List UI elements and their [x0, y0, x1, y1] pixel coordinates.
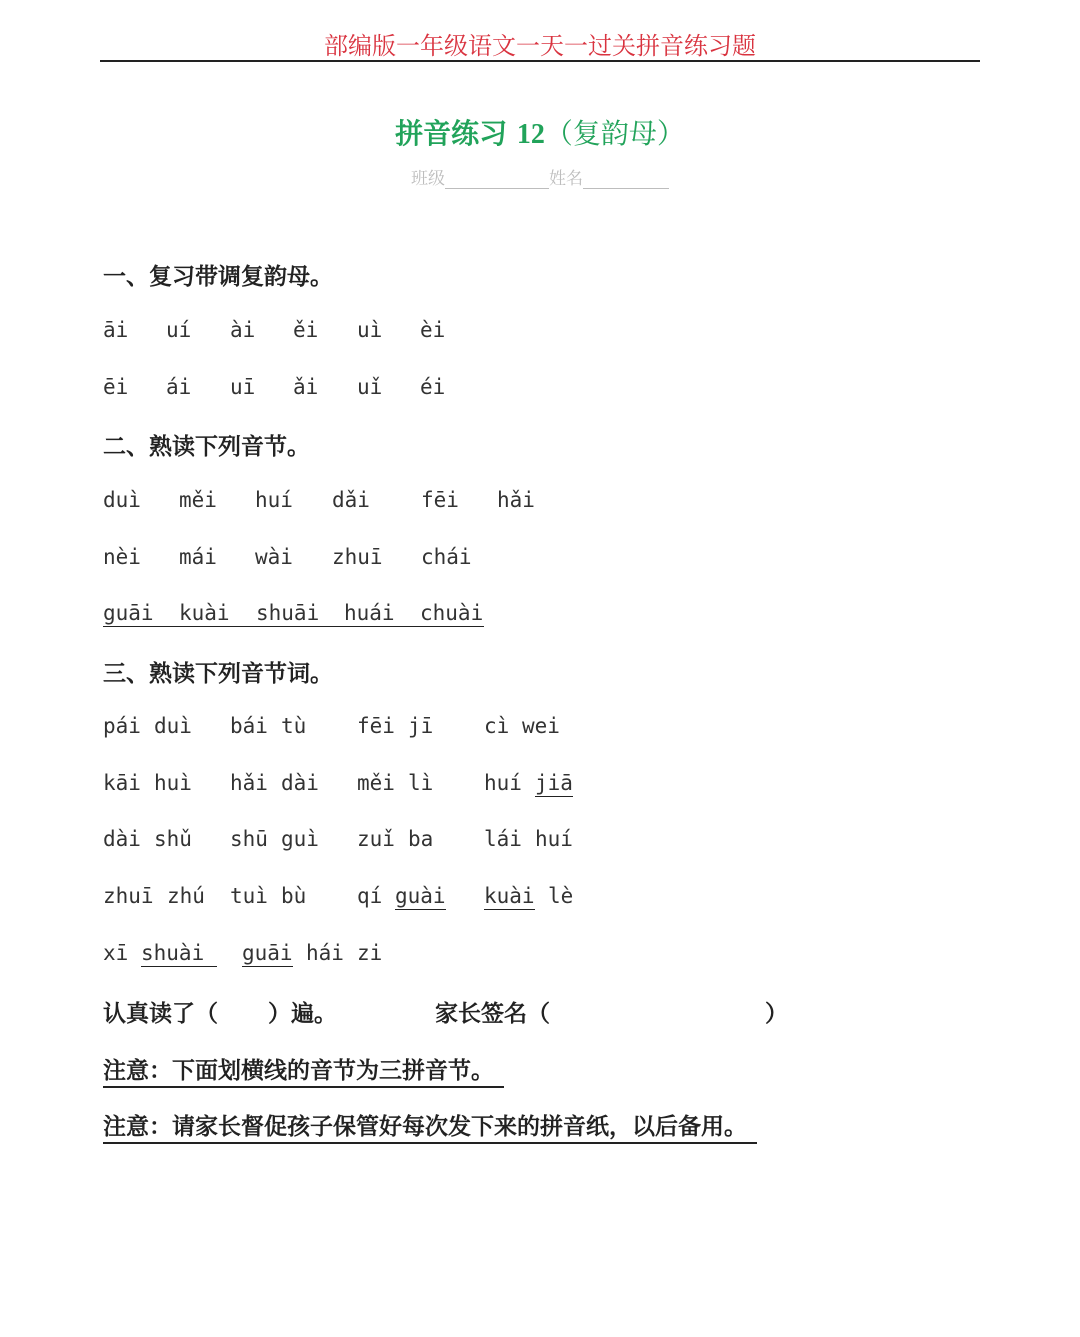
note-2-text: 注意：请家长督促孩子保管好每次发下来的拼音纸，以后备用。	[103, 1114, 757, 1144]
syllable: shuāi	[256, 601, 320, 625]
worksheet-title	[0, 112, 1080, 152]
word-syllable: zhuī	[103, 884, 154, 908]
word-syllable: lì	[408, 771, 434, 795]
word-syllable: shū	[230, 827, 268, 851]
syllable: uì	[357, 318, 383, 342]
class-blank[interactable]	[445, 170, 549, 189]
syllable: hǎi	[497, 488, 535, 512]
syllable: měi	[179, 488, 217, 512]
note-1-text: 注意：下面划横线的音节为三拼音节。	[103, 1058, 504, 1088]
word-syllable: zhú	[167, 884, 205, 908]
read-label: 认真读了（	[103, 1001, 218, 1027]
syllable: uī	[230, 375, 256, 399]
syllable: nèi	[103, 545, 141, 569]
syllable: duì	[103, 488, 141, 512]
word-syllable: bù	[281, 884, 307, 908]
name-blank[interactable]	[583, 170, 669, 189]
syllable: uí	[166, 318, 192, 342]
class-label: 班级	[411, 169, 445, 189]
syllable: wài	[255, 545, 293, 569]
section-1-heading: 一、复习带调复韵母。	[103, 264, 333, 290]
title-subtitle: （复韵母）	[544, 117, 685, 150]
signature-label: 家长签名（	[435, 1001, 550, 1027]
word-syllable: hǎi	[230, 771, 268, 795]
word-syllable: duì	[154, 714, 192, 738]
word-syllable: lè	[548, 884, 574, 908]
syllable: éi	[420, 375, 446, 399]
section-3-heading: 三、熟读下列音节词。	[103, 661, 333, 687]
syllable: ěi	[293, 318, 319, 342]
word-syllable: zi	[357, 941, 383, 965]
syllable: huí	[255, 488, 293, 512]
syllable: guāi	[103, 601, 154, 625]
syllable: zhuī	[332, 545, 383, 569]
word-syllable-underlined: guài	[395, 884, 446, 908]
syllable: ái	[166, 375, 192, 399]
word-syllable: cì	[484, 714, 510, 738]
header-title: 部编版一年级语文一天一过关拼音练习题	[324, 32, 756, 60]
name-label: 姓名	[549, 169, 583, 189]
syllable: mái	[179, 545, 217, 569]
word-syllable: fēi	[357, 714, 395, 738]
word-syllable: wei	[522, 714, 560, 738]
word-syllable: guì	[281, 827, 319, 851]
word-syllable: xī	[103, 941, 129, 965]
word-syllable: kāi	[103, 771, 141, 795]
word-syllable: huì	[154, 771, 192, 795]
read-count-line	[103, 995, 337, 1028]
syllable: huái	[344, 601, 395, 625]
class-name-line	[0, 164, 1080, 189]
word-syllable-underlined: shuài	[141, 941, 217, 967]
word-syllable: shǔ	[154, 827, 192, 851]
syllable: kuài	[179, 601, 230, 625]
word-syllable: zuǐ	[357, 827, 395, 851]
syllable: uǐ	[357, 375, 383, 399]
word-syllable: jī	[408, 714, 434, 738]
syllable: ài	[230, 318, 256, 342]
note-2	[103, 1108, 757, 1141]
word-syllable: qí	[357, 884, 383, 908]
word-syllable: huí	[484, 771, 522, 795]
three-part-underline	[103, 626, 484, 627]
word-syllable: lái	[484, 827, 522, 851]
syllable: chuài	[420, 601, 484, 625]
word-syllable: dài	[281, 771, 319, 795]
signature-suffix: ）	[765, 1001, 788, 1027]
word-syllable: tuì	[230, 884, 268, 908]
title-main: 拼音练习	[395, 117, 508, 150]
read-suffix: ）遍。	[268, 1001, 337, 1027]
title-number: 12	[516, 119, 545, 150]
syllable: ǎi	[293, 375, 319, 399]
word-syllable-underlined: jiā	[535, 771, 573, 795]
word-syllable-underlined: kuài	[484, 884, 535, 908]
word-syllable: dài	[103, 827, 141, 851]
word-syllable: hái	[306, 941, 344, 965]
word-syllable: pái	[103, 714, 141, 738]
section-2-heading: 二、熟读下列音节。	[103, 434, 310, 460]
header-divider	[100, 60, 980, 62]
syllable: dǎi	[332, 488, 370, 512]
syllable: ēi	[103, 375, 129, 399]
word-syllable: huí	[535, 827, 573, 851]
word-syllable-underlined: guāi	[242, 941, 293, 965]
syllable: fēi	[421, 488, 459, 512]
word-syllable: měi	[357, 771, 395, 795]
word-syllable: bái	[230, 714, 268, 738]
syllable: chái	[421, 545, 472, 569]
syllable: āi	[103, 318, 129, 342]
note-1	[103, 1052, 504, 1085]
parent-signature-line	[435, 995, 788, 1028]
syllable: èi	[420, 318, 446, 342]
word-syllable: ba	[408, 827, 434, 851]
word-syllable: tù	[281, 714, 307, 738]
